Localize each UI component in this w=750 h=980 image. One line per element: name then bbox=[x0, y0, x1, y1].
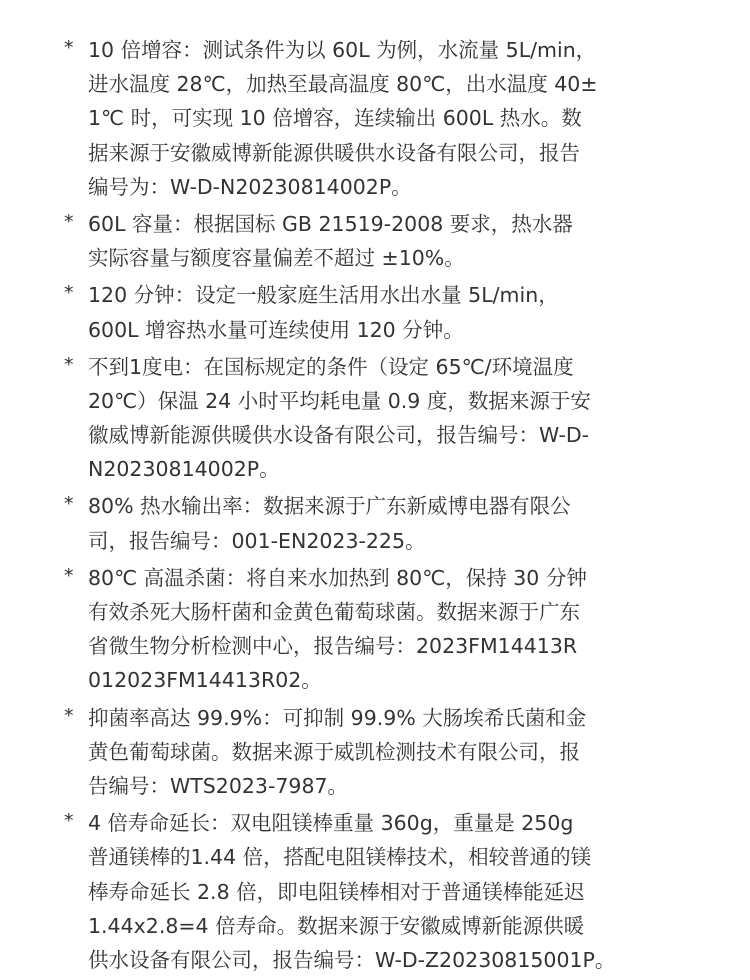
footnote-item bbox=[64, 701, 736, 804]
footnote-text-line: 据来源于安徽威博新能源供暖供水设备有限公司，报告 bbox=[88, 140, 580, 165]
footnote-text-line: 供水设备有限公司，报告编号：W-D-Z20230815001P。 bbox=[88, 947, 616, 972]
footnote-text-line: 黄色葡萄球菌。数据来源于威凯检测技术有限公司，报 bbox=[88, 739, 580, 764]
footnote-text-line: 80℃ 高温杀菌：将自来水加热到 80℃，保持 30 分钟 bbox=[88, 565, 587, 590]
footnote-item bbox=[64, 489, 736, 557]
footnote-text-line: 棒寿命延长 2.8 倍，即电阻镁棒相对于普通镁棒能延迟 bbox=[88, 879, 585, 904]
footnote-text-line: 1.44x2.8=4 倍寿命。数据来源于安徽威博新能源供暖 bbox=[88, 913, 585, 938]
footnote-text-line: 省微生物分析检测中心，报告编号：2023FM14413R bbox=[88, 634, 578, 659]
footnote-marker: * bbox=[64, 282, 74, 305]
footnote-marker: * bbox=[64, 493, 74, 516]
footnotes-list bbox=[64, 33, 736, 980]
footnote-marker: * bbox=[64, 810, 74, 833]
footnote-item bbox=[64, 806, 736, 977]
footnote-text-line: 抑菌率高达 99.9%：可抑制 99.9% 大肠埃希氏菌和金 bbox=[88, 705, 587, 730]
footnote-text-line: 编号为：W-D-N20230814002P。 bbox=[88, 174, 412, 199]
footnote-item bbox=[64, 561, 736, 698]
footnote-text-line: 120 分钟：设定一般家庭生活用水出水量 5L/min， bbox=[88, 283, 559, 308]
footnote-text-line: 司，报告编号：001-EN2023-225。 bbox=[88, 528, 426, 553]
footnote-item bbox=[64, 207, 736, 275]
footnote-text-line: 10 倍增容：测试条件为以 60L 为例，水流量 5L/min， bbox=[88, 38, 597, 62]
footnote-item bbox=[64, 278, 736, 346]
footnote-item bbox=[64, 33, 736, 204]
footnote-text-line: 80% 热水输出率：数据来源于广东新威博电器有限公 bbox=[88, 494, 571, 519]
footnote-text-line: 012023FM14413R02。 bbox=[88, 668, 322, 693]
footnote-marker: * bbox=[64, 353, 74, 376]
footnote-text-line: 20℃）保温 24 小时平均耗电量 0.9 度，数据来源于安 bbox=[88, 388, 591, 413]
footnote-text-line: 1℃ 时，可实现 10 倍增容，连续输出 600L 热水。数 bbox=[88, 106, 582, 131]
footnote-text-line: 告编号：WTS2023-7987。 bbox=[88, 773, 349, 798]
footnote-text-line: 普通镁棒的1.44 倍，搭配电阻镁棒技术，相较普通的镁 bbox=[88, 845, 592, 870]
footnote-item bbox=[64, 350, 736, 487]
footnote-text-line: N20230814002P。 bbox=[88, 457, 280, 482]
footnote-text-line: 4 倍寿命延长：双电阻镁棒重量 360g，重量是 250g bbox=[88, 811, 574, 836]
footnote-marker: * bbox=[64, 564, 74, 587]
footnote-text-line: 进水温度 28℃，加热至最高温度 80℃，出水温度 40± bbox=[88, 72, 598, 97]
footnote-text-line: 60L 容量：根据国标 GB 21519-2008 要求，热水器 bbox=[88, 211, 573, 236]
footnote-text-line: 实际容量与额度容量偏差不超过 ±10%。 bbox=[88, 246, 465, 271]
footnote-marker: * bbox=[64, 37, 74, 59]
footnote-text-line: 有效杀死大肠杆菌和金黄色葡萄球菌。数据来源于广东 bbox=[88, 600, 580, 624]
footnote-text-line: 不到1度电：在国标规定的条件（设定 65℃/环境温度 bbox=[88, 354, 574, 379]
footnote-text-line: 徽威博新能源供暖供水设备有限公司，报告编号：W-D- bbox=[88, 423, 590, 448]
footnote-text-line: 600L 增容热水量可连续使用 120 分钟。 bbox=[88, 317, 464, 342]
footnote-marker: * bbox=[64, 704, 74, 727]
footnote-marker: * bbox=[64, 210, 74, 233]
